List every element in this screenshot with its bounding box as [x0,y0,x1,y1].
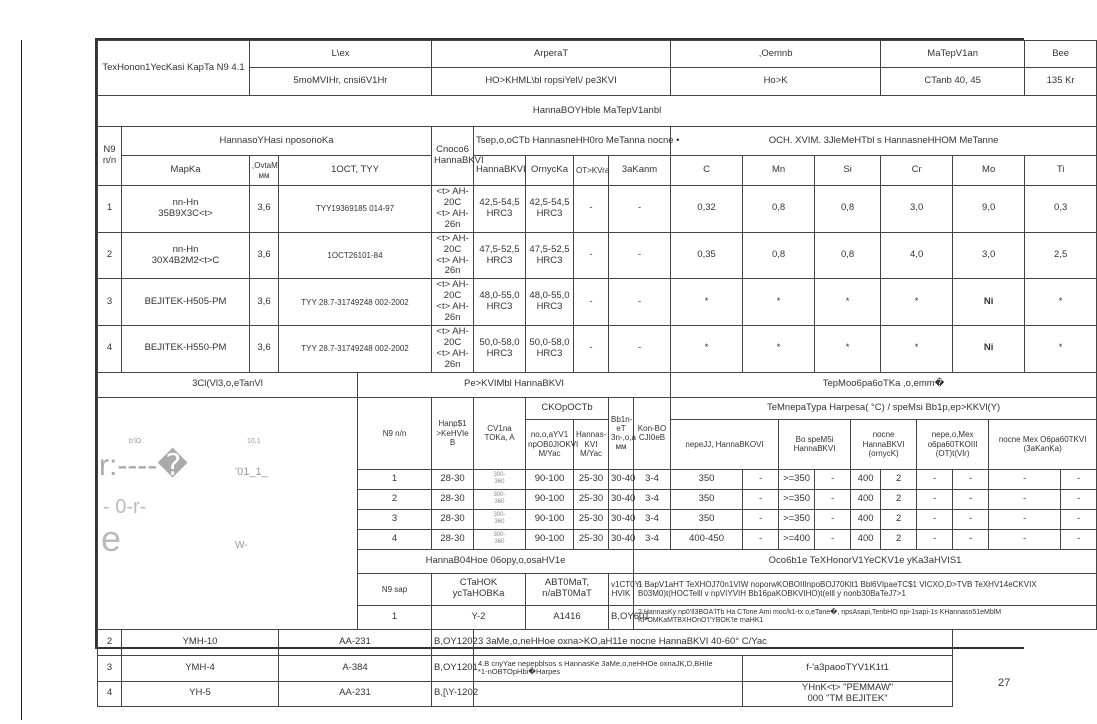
temp-during-time: - [815,489,851,509]
col-automat: ABT0MaT, n/aBT0MaT [526,573,609,605]
note-line: 1 BapV1aHT TeXHOJ70n1VIW noporwKOBOIIInpoBOJ70Klt1 Bbl6VIpaeTC$1 VICXO,D>TVB TeXHV14eCKVIX [638,580,1037,590]
grade [122,232,250,279]
current-line: 360 [494,479,505,486]
material-value: CTanb 40, 45 [881,68,1025,96]
hardness-line: HRC3 [536,301,563,313]
wire-speed: 90-100 [526,509,574,529]
temp-before-machining-value: - [917,489,953,509]
temp-after-machining-time: - [1061,509,1097,529]
hardness-anneal: - [574,186,609,233]
card-title: TexHonon1YecKasi KapTa N9 4.1 [98,41,250,96]
voltage: 28-30 [432,529,474,549]
method [432,232,474,279]
col-num: N9 sap [358,573,432,605]
current-line: 360 [494,519,505,526]
temp-during-value: >=350 [779,469,815,489]
sketch-fragment: e [101,518,122,559]
method-line: <t> AH-20C [436,279,469,302]
heat-treatment-title: TepMoo6pa6oTKa ,o,emm� [671,372,1097,397]
section1-title-row [98,96,1097,127]
hardness-quench: - [609,326,671,373]
chem-si: * [815,279,881,326]
hardness-anneal: - [574,232,609,279]
note-line: KPOMKaMTBXHOnO'I'YBOK'Ie rnaHK1 [638,617,764,625]
wire-speed: 90-100 [526,469,574,489]
temp-before-machining-value: - [917,529,953,549]
step: 30-40 [609,489,634,509]
voltage: 28-30 [432,489,474,509]
chem-si: 0,8 [815,232,881,279]
chem-mn: 0,8 [743,232,815,279]
temp-during-value: >=350 [779,509,815,529]
features-title: Oco6b1e TeXHonorV1YeCKV1e yKa3aHVIS1 [634,549,1097,573]
temp-before-value: 350 [671,469,743,489]
gost: TYY19369185 014-97 [279,186,432,233]
col-num: N9 n/n [98,127,122,186]
hardness-quench: - [609,232,671,279]
col-hardness-sub: 3aKanm [609,156,671,186]
developer-line: YHnK<t> "PEMMAW" [801,681,894,693]
col-hardness-sub: HannaBKVI [474,156,526,186]
col-chem-sub: Si [815,156,881,186]
chem-w: 9,0 [953,186,1025,233]
temp-after-time: 2 [881,529,917,549]
gost: 1OCT26101-84 [279,232,432,279]
note-3: 3 3aMe,o,neHHoe oxna>KO,aH11e nocne HannaBKVI 40-60° C/Yac [474,629,953,655]
detail-label: L\ex [250,41,432,68]
equipment-title: HannaB04Hoe 06opy,o,osaHV1e [358,549,634,573]
temp-before-machining-time: - [953,509,989,529]
col-passes: Kon-BO CJI0eB [634,397,671,469]
hardness-line: 50,0-58,0 [529,336,570,348]
row-number: 3 [358,509,432,529]
temp-after-value: 400 [851,529,881,549]
current [474,509,526,529]
section1-row [98,326,1097,373]
diameter: 3,6 [250,279,279,326]
sketch-fragment: - 0-r- [103,496,147,518]
temp-during: Bo speM5i HannaBKVI [779,419,851,469]
temp-before-time: - [743,529,779,549]
voltage: 28-30 [432,509,474,529]
current-line: 360 [494,499,505,506]
unit-value: HO>KHML\bl ropsiYel\/ pe3KVI [432,68,671,96]
passes: 3-4 [634,469,671,489]
hardness-anneal: - [574,326,609,373]
current [474,469,526,489]
row-number: 2 [98,232,122,279]
grade [122,186,250,233]
section3-row [98,681,1097,706]
power-source: B,OY1202 [432,629,474,655]
temp-during-time: - [815,509,851,529]
automat: A-384 [279,655,432,681]
method-line: <t> AH-26n [436,207,469,230]
hardness-tempering [526,279,574,326]
current-line: 300- [493,512,506,519]
hardness-line: 42,5-54,5 [529,196,570,208]
temp-after-time: 2 [881,469,917,489]
section1-row [98,279,1097,326]
hardness-line: 42,5-54,5 [479,196,520,208]
chem-mo: * [881,326,953,373]
method-line: <t> AH-26n [436,347,469,370]
chem-v: 0,3 [1025,186,1097,233]
row-number: 3 [98,279,122,326]
weight-label: Bee [1025,41,1097,68]
col-gost: 1OCT, TYY [279,156,432,186]
temp-before-machining-time: - [953,469,989,489]
hardness-line: HRC3 [536,347,563,359]
row-number: 2 [98,629,122,655]
power-source: B,OY1201 [432,655,474,681]
unit-label: ArperaT [432,41,671,68]
col-hardness-sub: OT>KVra [574,156,609,186]
passes: 3-4 [634,529,671,549]
passes: 3-4 [634,509,671,529]
section3-row [98,655,1097,681]
hardness-quench: - [609,279,671,326]
col-num: N9 n/n [358,397,432,469]
machine: Y-2 [432,605,526,629]
col-speed-group: CKOpOCTb [526,397,609,419]
voltage: 28-30 [432,469,474,489]
diameter: 3,6 [250,186,279,233]
row-number: 4 [98,326,122,373]
chem-mn: * [743,326,815,373]
machine: YH-5 [122,681,279,706]
method [432,279,474,326]
col-chem-sub: Ti [1025,156,1097,186]
col-current: CV1na TOKa, A [474,397,526,469]
hardness-line: HRC3 [486,347,513,359]
temp-before-machining: nepe,o,Mex o6pa60TKOIII (OT)t(Vlr) [917,419,989,469]
hardness-line: 48,0-55,0 [479,290,520,302]
hardness-tempering [526,326,574,373]
section1-head-row2 [98,156,1097,186]
temp-before: nepeJJ, HannaBKOVI [671,419,779,469]
temp-after-machining-time: - [1061,489,1097,509]
sketch-fragment: r:----� [99,449,189,482]
chem-mn: * [743,279,815,326]
surfacing-speed: 25-30 [574,529,609,549]
grade: BEJITEK-H505-PM [122,279,250,326]
note-1 [634,573,1097,605]
chem-w: * [1025,326,1097,373]
temp-after-value: 400 [851,489,881,509]
temp-before-value: 400-450 [671,529,743,549]
grade-line: 35B9X3C<t> [158,207,213,219]
sketch-fragment: W- [235,540,248,551]
section2-head-row1 [98,397,1097,419]
chem-cr: 4,0 [881,232,953,279]
hardness-line: HRC3 [486,254,513,266]
hardness-line: HRC3 [486,207,513,219]
step: 30-40 [609,469,634,489]
gost: TYY 28.7-31749248 002-2002 [279,279,432,326]
wire-speed: 90-100 [526,489,574,509]
section1-head-row1 [98,127,1097,156]
note-2 [634,605,1097,629]
current-line: 300- [493,532,506,539]
row-number: 1 [358,469,432,489]
col-step: Bb1n-eT 3n-,o,a мм [609,397,634,469]
power-source: B,OY601 [609,605,634,629]
method-line: <t> AH-26n [436,254,469,277]
chem-c: * [671,279,743,326]
hardness-tempering [526,232,574,279]
method-line: <t> AH-20C [436,232,469,255]
col-wire-speed: no,o,aYV1 npOB0JIOKVI M/Yac [526,419,574,469]
note-line: B03M0)t(HOCTelll v npVIYVIH Bb16paKOBKVIHO)t(elll y nonb30BaTeJ7>1 [638,589,906,599]
temp-after-machining: nocne Mex O6pa60TKVI (3aKanKa) [989,419,1097,469]
grade-line: nn-Hn [172,196,199,208]
step: 30-40 [609,509,634,529]
hardness-line: HRC3 [486,301,513,313]
temp-during-time: - [815,529,851,549]
chem-si: * [815,326,881,373]
hardness-after [474,186,526,233]
sketch-drawing [97,430,277,590]
machine: YMH-10 [122,629,279,655]
temp-after-value: 400 [851,509,881,529]
developer-line: 000 "TM BEJITEK" [807,692,888,704]
surfacing-speed: 25-30 [574,509,609,529]
temp-after-machining-value: - [989,489,1061,509]
chem-c: 0,32 [671,186,743,233]
col-chem-sub: C [671,156,743,186]
wire-speed: 90-100 [526,529,574,549]
temp-before-value: 350 [671,489,743,509]
chem-mo: 3,0 [953,232,1025,279]
grade: BEJITEK-H550-PM [122,326,250,373]
grade-line: nn-Hn [172,243,199,255]
current [474,529,526,549]
weight-value: 135 Kr [1025,68,1097,96]
power-source: B,[\Y-1202 [432,681,474,706]
detail-value: 5moMVIHr, cnsi6V1Hr [250,68,432,96]
temp-before-machining-value: - [917,509,953,529]
hardness-quench: - [609,186,671,233]
hardness-anneal: - [574,279,609,326]
note-line: 2.HannasKy np0'Il3BOA'lTb Ha CTone Ami moc/k1-tx o,eTane�, npsAsapi,TenbHO npi-1sapi-1s KHannasn51eMblM [638,609,1002,617]
note-line: 4.B cnyYae nepepblsos s HannasKe 3aMe,o,neHHOe oxnaJK,D,BHIle [478,658,713,668]
col-surfacing-speed: Hannas-KVI M/Yac [574,419,609,469]
chem-w: 2,5 [1025,232,1097,279]
method-line: <t> AH-26n [436,301,469,324]
col-source: v1CT0Y-HVIK [609,573,634,605]
gost: TYY 28.7-31749248 002-2002 [279,326,432,373]
surfacing-speed: 25-30 [574,489,609,509]
col-surfacing-group: HannasoYHasi nposonoKa [122,127,432,156]
section1-title: HannaBOYHble MaTepV1anbl [98,96,1097,127]
row-number: 2 [358,489,432,509]
current-line: 300- [493,492,506,499]
chem-mn: 0,8 [743,186,815,233]
section1-row [98,232,1097,279]
sketch-label: b'lO [129,438,142,445]
diameter: 3,6 [250,232,279,279]
temp-before-time: - [743,469,779,489]
col-voltage: Hanp$1 >KeHVIe B [432,397,474,469]
sketch-title: 3Cl(Vl3,o,eTanVl [98,372,358,397]
automat: A1416 [526,605,609,629]
row-number: 1 [358,605,432,629]
row-number: 1 [98,186,122,233]
step: 30-40 [609,529,634,549]
col-chem-group: OCH. XVIM. 3JleMeHTbl s HannasneHHOM MeTanne [671,127,1097,156]
modes-title: Pe>KVIMbl HannaBKVI [358,372,671,397]
hardness-line: 47,5-52,5 [479,243,520,255]
temp-during-time: - [815,469,851,489]
current-line: 360 [494,539,505,546]
temp-before-time: - [743,509,779,529]
row-number: 4 [358,529,432,549]
surfacing-speed: 25-30 [574,469,609,489]
developer-label: f-'a3paooTYV1K1t1 [743,655,953,681]
temp-before-value: 350 [671,509,743,529]
temp-after-machining-value: - [989,529,1061,549]
chem-w: * [1025,279,1097,326]
section1-row [98,186,1097,233]
temp-after-machining-time: - [1061,469,1097,489]
header-row-top [98,41,1097,68]
temp-after-time: 2 [881,489,917,509]
grade-line: 30X4B2M2<t>C [151,254,220,266]
hardness-after [474,279,526,326]
chem-c: * [671,326,743,373]
sketch-label: 10,1 [247,438,261,445]
chem-c: 0,35 [671,232,743,279]
page-number: 27 [998,677,1011,689]
temp-after-value: 400 [851,469,881,489]
operation-label: ,Oemnb [671,41,881,68]
col-hardness-sub: OrnycKa [526,156,574,186]
note-line: *1-nOBTOpHbi�Harpes [478,667,561,677]
material-label: MaTepV1an [881,41,1025,68]
temp-after: nocne HannaBKVI (ornycK) [851,419,917,469]
temp-after-machining-value: - [989,469,1061,489]
row-number: 4 [98,681,122,706]
temp-after-time: 2 [881,509,917,529]
temp-group: TeMnepaTypa Harpesa( °C) / speMsi Bb1p,ep>KKVl(Y) [671,397,1097,419]
temp-after-machining-value: - [989,509,1061,529]
row-number: 3 [98,655,122,681]
temp-before-time: - [743,489,779,509]
current-line: 300- [493,472,506,479]
chem-cr: 3,0 [881,186,953,233]
left-margin-line [21,40,22,720]
method-line: <t> AH-20C [436,186,469,208]
sketch-fragment: '01_1_ [235,466,268,478]
current [474,489,526,509]
chem-mo: * [881,279,953,326]
temp-before-machining-time: - [953,529,989,549]
section2-title-row [98,372,1097,397]
note-empty [474,681,743,706]
passes: 3-4 [634,489,671,509]
note-4 [474,655,743,681]
temp-during-value: >=400 [779,529,815,549]
hardness-after [474,232,526,279]
tech-card-table [97,40,1097,707]
hardness-line: 48,0-55,0 [529,290,570,302]
hardness-line: HRC3 [536,207,563,219]
col-grade: MapKa [122,156,250,186]
chem-si: 0,8 [815,186,881,233]
col-hardness-group: Tsep,o,oCTb HannasneHH0ro MeTanna nocne • [474,127,671,156]
chem-ni: Ni [953,326,1025,373]
automat: AA-231 [279,629,432,655]
col-chem-sub: Cr [881,156,953,186]
hardness-line: HRC3 [536,254,563,266]
method [432,326,474,373]
operation-value: Ho>K [671,68,881,96]
hardness-line: 47,5-52,5 [529,243,570,255]
temp-after-machining-time: - [1061,529,1097,549]
hardness-after [474,326,526,373]
col-method: Cnoco6 HannaBKVI [432,127,474,186]
developer-value [743,681,953,706]
col-diameter: ,OvtaM мм [250,156,279,186]
diameter: 3,6 [250,326,279,373]
temp-before-machining-value: - [917,469,953,489]
temp-before-machining-time: - [953,489,989,509]
machine: YMH-4 [122,655,279,681]
method-line: <t> AH-20C [436,326,469,348]
automat: AA-231 [279,681,432,706]
temp-during-value: >=350 [779,489,815,509]
col-machine: CTaHOK ycTaHOBKa [432,573,526,605]
col-chem-sub: Mo [953,156,1025,186]
method [432,186,474,233]
hardness-line: 50,0-58,0 [479,336,520,348]
chem-ni: Ni [953,279,1025,326]
hardness-tempering [526,186,574,233]
col-chem-sub: Mn [743,156,815,186]
section3-row [98,629,1097,655]
